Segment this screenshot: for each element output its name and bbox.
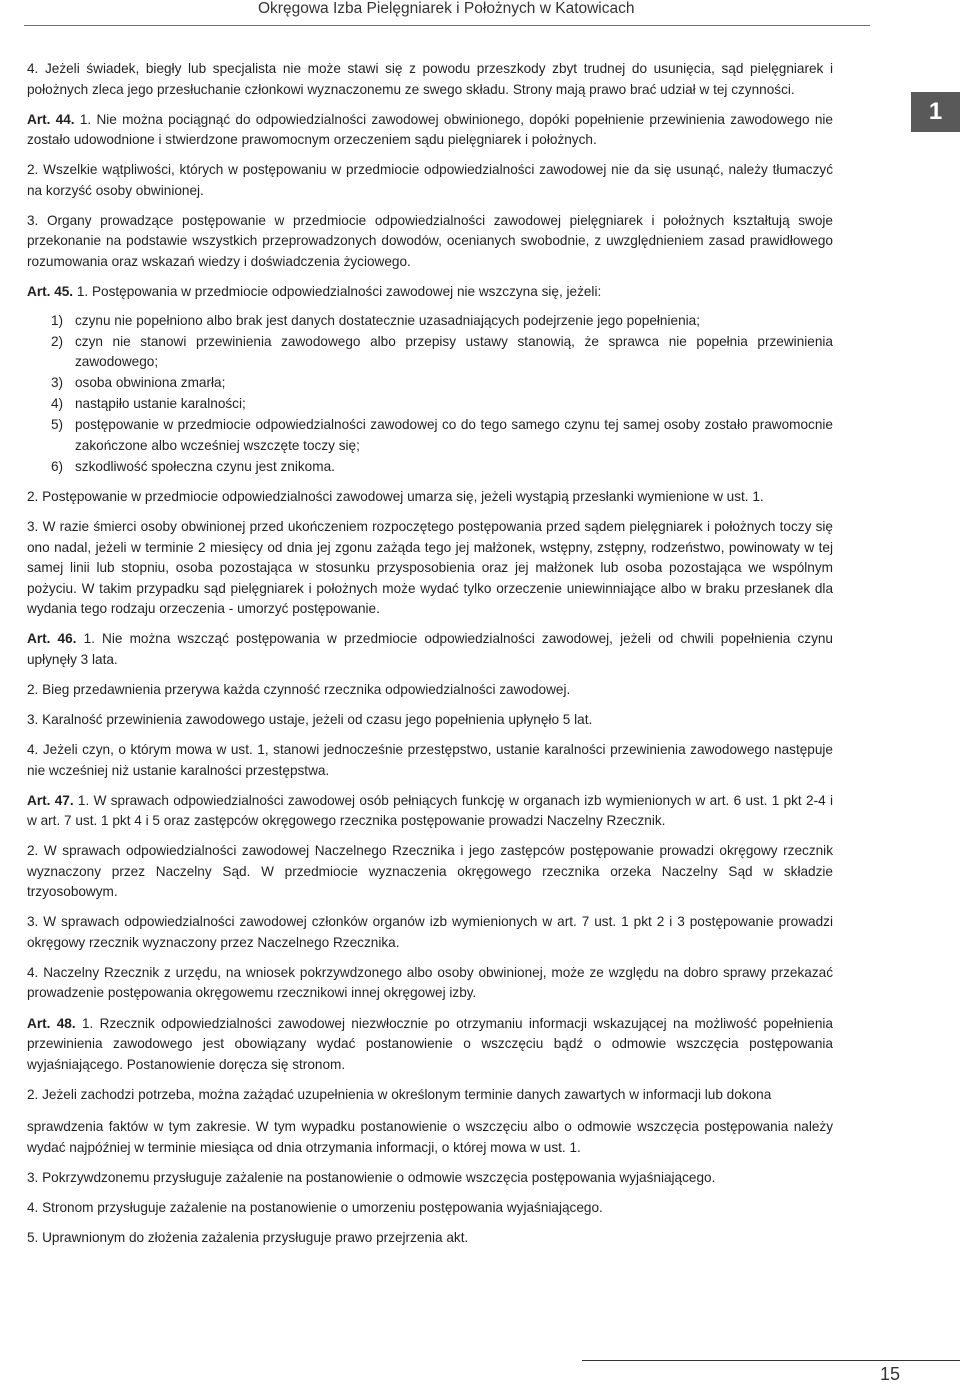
paragraph-art44-3: 3. Organy prowadzące postępowanie w przedmiocie odpowiedzialności zawodowej pielęgniarek i położnych kształtują swoje przekonanie na podstawie wszystkich przeprowadzonych dowodów, ocenianych swobodnie, z uwzględnieniem zasad prawidłowego rozumowania oraz wskazań wiedzy i doświadczenia życiowego. bbox=[27, 212, 833, 269]
list-item: 6) szkodliwość społeczna czynu jest znikoma. bbox=[51, 458, 335, 474]
paragraph-art47-3: 3. W sprawach odpowiedzialności zawodowej członków organów izb wymienionych w art. 7 ust. 1 pkt 2 i 3 postępowanie prowadzi okręgowy rzecznik wyznaczony przez Naczelnego Rzecznika. bbox=[27, 914, 833, 950]
document-body bbox=[27, 59, 833, 1258]
paragraph-art44-1: Art. 44. 1. Nie można pociągnąć do odpowiedzialności zawodowej obwinionego, dopóki popełnienie przewinienia zawodowego nie zostało udowodnione i stwierdzone prawomocnym orzeczeniem sądu pielęgniarek i położnych. bbox=[27, 111, 833, 148]
list-item: 3) osoba obwiniona zmarła; bbox=[51, 375, 226, 391]
paragraph-art47-2: 2. W sprawach odpowiedzialności zawodowej Naczelnego Rzecznika i jego zastępców postępowanie prowadzi okręgowy rzecznik wyznaczony przez Naczelny Sąd. W przedmiocie wyznaczenia okręgowego rzecznika orzeka Naczelny Sąd w składzie trzyosobowym. bbox=[27, 843, 833, 900]
chapter-tab: 1 bbox=[911, 92, 960, 132]
article-heading: Art. 48. bbox=[27, 1015, 76, 1031]
paragraph-art48-5: 5. Uprawnionym do złożenia zażalenia przysługuje prawo przejrzenia akt. bbox=[27, 1229, 469, 1245]
paragraph-witness: 4. Jeżeli świadek, biegły lub specjalista nie może stawi się z powodu przeszkody zbyt trudnej do usunięcia, sąd pielęgniarek i położnych zleca jego przesłuchanie członkowi wyznaczonemu ze swego składu. Strony mają prawo brać udział w tej czynności. bbox=[27, 61, 833, 97]
paragraph-art48-2b: sprawdzenia faktów w tym zakresie. W tym wypadku postanowienie o wszczęciu albo o odmowie wszczęcia postępowania należy wydać najpóźniej w terminie miesiąca od dnia otrzymania informacji, o której mowa w ust. 1. bbox=[27, 1119, 833, 1155]
list-item: 1) czynu nie popełniono albo brak jest danych dostatecznie uzasadniających podejrzenie jego popełnienia; bbox=[51, 312, 700, 328]
paragraph-art47-1: Art. 47. 1. W sprawach odpowiedzialności zawodowej osób pełniących funkcję w organach izb wymienionych w art. 6 ust. 1 pkt 2-4 i w art. 7 ust. 1 pkt 4 i 5 oraz zastępców okręgowego rzecznika postępowanie prowadzi Naczelny Rzecznik. bbox=[27, 792, 833, 829]
header-rule bbox=[24, 25, 870, 26]
paragraph-art48-3: 3. Pokrzywdzonemu przysługuje zażalenie na postanowienie o odmowie wszczęcia postępowania wyjaśniającego. bbox=[27, 1169, 716, 1185]
article-heading: Art. 44. bbox=[27, 111, 75, 127]
footer-rule bbox=[582, 1360, 960, 1361]
paragraph-art47-4: 4. Naczelny Rzecznik z urzędu, na wniosek pokrzywdzonego albo osoby obwinionej, może ze względu na dobro sprawy przekazać prowadzenie postępowania okręgowemu rzecznikowi innej okręgowej izby. bbox=[27, 964, 833, 1001]
paragraph-art48-4: 4. Stronom przysługuje zażalenie na postanowienie o umorzeniu postępowania wyjaśniającego. bbox=[27, 1199, 603, 1215]
paragraph-art45-1: Art. 45. 1. Postępowania w przedmiocie odpowiedzialności zawodowej nie wszczyna się, jeżeli: bbox=[27, 283, 602, 299]
list-item: 4) nastąpiło ustanie karalności; bbox=[51, 396, 246, 412]
paragraph-art48-2a: 2. Jeżeli zachodzi potrzeba, można zażądać uzupełnienia w określonym terminie danych zawartych w informacji lub dokona bbox=[27, 1086, 772, 1102]
paragraph-art46-2: 2. Bieg przedawnienia przerywa każda czynność rzecznika odpowiedzialności zawodowej. bbox=[27, 681, 571, 697]
paragraph-art45-2: 2. Postępowanie w przedmiocie odpowiedzialności zawodowej umarza się, jeżeli wystąpią przesłanki wymienione w ust. 1. bbox=[27, 489, 764, 505]
page-header bbox=[0, 0, 960, 26]
paragraph-art44-2: 2. Wszelkie wątpliwości, których w postępowaniu w przedmiocie odpowiedzialności zawodowej nie da się usunąć, należy tłumaczyć na korzyść osoby obwinionej. bbox=[27, 162, 833, 198]
page-number: 15 bbox=[879, 1364, 900, 1384]
list-item: 5) postępowanie w przedmiocie odpowiedzialności zawodowej co do tego samego czynu tej samej osoby zostało prawomocnie zakończone albo wcześniej wszczęte toczy się; bbox=[51, 417, 833, 453]
paragraph-art46-1: Art. 46. 1. Nie można wszcząć postępowania w przedmiocie odpowiedzialności zawodowej, jeżeli od chwili popełnienia czynu upłynęły 3 lata. bbox=[27, 631, 833, 667]
list-item: 2) czyn nie stanowi przewinienia zawodowego albo przepisy ustawy stanowią, że sprawca nie popełnia przewinienia zawodowego; bbox=[51, 333, 833, 370]
article-heading: Art. 46. bbox=[27, 631, 77, 647]
paragraph-art48-1: Art. 48. 1. Rzecznik odpowiedzialności zawodowej niezwłocznie po otrzymaniu informacji wskazującej na możliwość popełnienia przewinienia zawodowego jest obowiązany wydać postanowienie o wszczęciu bądź o odmowie wszczęcia postępowania wyjaśniającego. Postanowienie doręcza się stronom. bbox=[27, 1015, 833, 1072]
paragraph-art46-4: 4. Jeżeli czyn, o którym mowa w ust. 1, stanowi jednocześnie przestępstwo, ustanie karalności przewinienia zawodowego następuje nie wcześniej niż ustanie karalności przestępstwa. bbox=[27, 742, 833, 778]
header-title: Okręgowa Izba Pielęgniarek i Położnych w Katowicach bbox=[258, 0, 635, 17]
article-heading: Art. 45. bbox=[27, 283, 74, 299]
article-heading: Art. 47. bbox=[27, 792, 74, 808]
paragraph-art46-3: 3. Karalność przewinienia zawodowego ustaje, jeżeli od czasu jego popełnienia upłynęło 5 lat. bbox=[27, 711, 593, 727]
paragraph-art45-3: 3. W razie śmierci osoby obwinionej przed ukończeniem rozpoczętego postępowania przed sądem pielęgniarek i położnych toczy się ono nadal, jeżeli w terminie 2 miesięcy od dnia jej zgonu zażąda tego jej małżonek, wstępny, zstępny, rodzeństwo, powinowaty w tej samej linii lub stopniu, osoba pozostająca w stosunku przysposobienia oraz jej małżonek lub osoba pozostająca we wspólnym pożyciu. W takim przypadku sąd pielęgniarek i położnych może wydać tylko orzeczenie uniewinniające albo w braku przesłanek dla wydania tego rodzaju orzeczenia - umorzyć postępowanie. bbox=[27, 519, 833, 617]
art45-item-list bbox=[51, 311, 833, 478]
